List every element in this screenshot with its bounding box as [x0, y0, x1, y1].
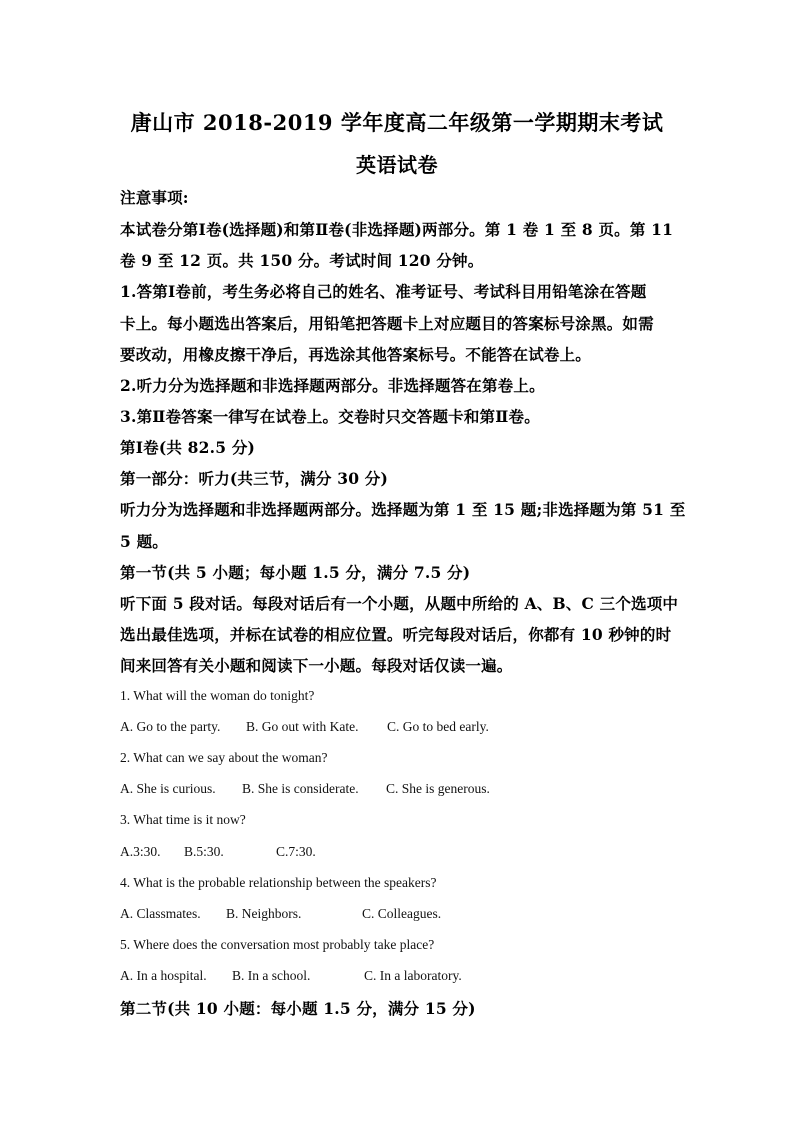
instruction-line: 卷 9 至 12 页。共 150 分。考试时间 120 分钟。 — [120, 251, 484, 270]
instruction-line: 3.第Ⅱ卷答案一律写在试卷上。交卷时只交答题卡和第Ⅱ卷。 — [120, 407, 540, 426]
option-a: A. Go to the party. — [120, 719, 221, 734]
section-heading: 第一部分：听力(共三节，满分 30 分) — [120, 469, 389, 488]
instruction-line: 选出最佳选项，并标在试卷的相应位置。听完每段对话后，你都有 10 秒钟的时 — [120, 625, 672, 644]
option-c: C. Go to bed early. — [387, 719, 489, 734]
section-heading: 第一节(共 5 小题；每小题 1.5 分，满分 7.5 分) — [120, 563, 471, 582]
instruction-line: 2.听力分为选择题和非选择题两部分。非选择题答在第卷上。 — [120, 376, 545, 395]
instruction-line: 听力分为选择题和非选择题两部分。选择题为第 1 至 15 题;非选择题为第 51 至 — [120, 500, 686, 519]
option-a: A. She is curious. — [120, 781, 216, 796]
option-b: B. In a school. — [232, 968, 311, 983]
option-c: C. She is generous. — [386, 781, 490, 796]
instruction-line: 卡上。每小题选出答案后，用铅笔把答题卡上对应题目的答案标号涂黑。如需 — [120, 314, 654, 333]
question-text: 3. What time is it now? — [120, 812, 246, 827]
question-text: 5. Where does the conversation most probably take place? — [120, 937, 435, 952]
instruction-line: 间来回答有关小题和阅读下一小题。每段对话仅读一遍。 — [120, 656, 513, 675]
option-c: C.7:30. — [276, 844, 316, 859]
question-text: 4. What is the probable relationship between the speakers? — [120, 875, 437, 890]
instruction-line: 5 题。 — [120, 532, 168, 551]
notice-heading: 注意事项: — [120, 188, 189, 207]
question-text: 1. What will the woman do tonight? — [120, 688, 315, 703]
option-b: B. Neighbors. — [226, 906, 302, 921]
option-b: B. Go out with Kate. — [246, 719, 359, 734]
exam-title: 唐山市 2018-2019 学年度高二年级第一学期期末考试 — [130, 110, 664, 135]
exam-subtitle: 英语试卷 — [356, 153, 438, 177]
option-a: A.3:30. — [120, 844, 161, 859]
instruction-line: 要改动，用橡皮擦干净后，再选涂其他答案标号。不能答在试卷上。 — [120, 345, 592, 364]
option-c: C. In a laboratory. — [364, 968, 462, 983]
option-b: B.5:30. — [184, 844, 224, 859]
question-text: 2. What can we say about the woman? — [120, 750, 328, 765]
option-a: A. In a hospital. — [120, 968, 207, 983]
option-b: B. She is considerate. — [242, 781, 359, 796]
section-heading: 第Ⅰ卷(共 82.5 分) — [120, 438, 256, 457]
instruction-line: 听下面 5 段对话。每段对话后有一个小题，从题中所给的 A、B、C 三个选项中 — [120, 594, 679, 613]
option-c: C. Colleagues. — [362, 906, 442, 921]
section-heading: 第二节(共 10 小题：每小题 1.5 分，满分 15 分) — [120, 999, 476, 1018]
instruction-line: 1.答第Ⅰ卷前，考生务必将自己的姓名、准考证号、考试科目用铅笔涂在答题 — [120, 282, 647, 301]
instruction-line: 本试卷分第Ⅰ卷(选择题)和第Ⅱ卷(非选择题)两部分。第 1 卷 1 至 8 页。第 11 — [120, 220, 674, 239]
option-a: A. Classmates. — [120, 906, 201, 921]
